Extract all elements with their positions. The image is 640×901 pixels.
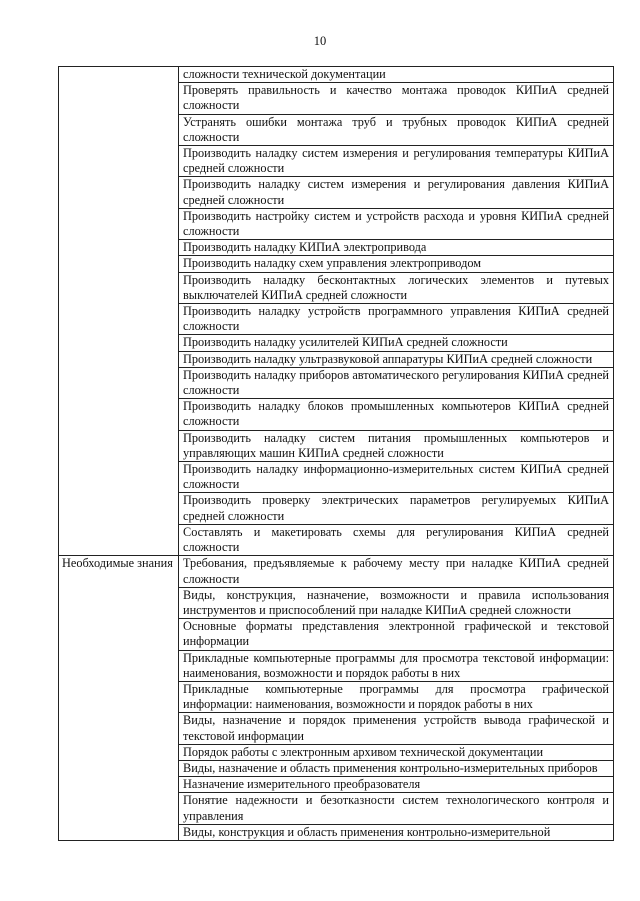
table-cell: Проверять правильность и качество монтажа проводок КИПиА средней сложности bbox=[179, 83, 614, 114]
table-row bbox=[59, 556, 614, 587]
table-cell: Производить наладку устройств программного управления КИПиА средней сложности bbox=[179, 304, 614, 335]
table-cell: Прикладные компьютерные программы для просмотра графической информации: наименования, возможности и порядок работы в них bbox=[179, 681, 614, 712]
table-cell: Понятие надежности и безотказности систем технологического контроля и управления bbox=[179, 793, 614, 824]
table-cell: Виды, назначение и порядок применения устройств вывода графической и текстовой информации bbox=[179, 713, 614, 744]
section-label: Необходимые знания bbox=[59, 556, 179, 841]
table-cell: Порядок работы с электронным архивом технической документации bbox=[179, 744, 614, 760]
table-cell: Производить настройку систем и устройств расхода и уровня КИПиА средней сложности bbox=[179, 208, 614, 239]
table-cell: Виды, назначение и область применения контрольно-измерительных приборов bbox=[179, 760, 614, 776]
page-number: 10 bbox=[313, 34, 327, 48]
table-cell: Назначение измерительного преобразователя bbox=[179, 777, 614, 793]
table-cell: Производить наладку блоков промышленных компьютеров КИПиА средней сложности bbox=[179, 399, 614, 430]
section-label bbox=[59, 67, 179, 556]
table-cell: Производить наладку бесконтактных логических элементов и путевых выключателей КИПиА средней сложности bbox=[179, 272, 614, 303]
table-cell: Устранять ошибки монтажа труб и трубных проводок КИПиА средней сложности bbox=[179, 114, 614, 145]
table-cell: Производить проверку электрических параметров регулируемых КИПиА средней сложности bbox=[179, 493, 614, 524]
table-cell: Производить наладку систем измерения и регулирования температуры КИПиА средней сложности bbox=[179, 146, 614, 177]
table-cell: Производить наладку информационно-измерительных систем КИПиА средней сложности bbox=[179, 462, 614, 493]
table-cell: Производить наладку КИПиА электропривода bbox=[179, 240, 614, 256]
table-cell: Виды, конструкция и область применения контрольно-измерительной bbox=[179, 824, 614, 840]
table-cell: Производить наладку приборов автоматического регулирования КИПиА средней сложности bbox=[179, 367, 614, 398]
table-cell: Виды, конструкция, назначение, возможности и правила использования инструментов и приспособлений при наладке КИПиА средней сложности bbox=[179, 587, 614, 618]
competency-table bbox=[58, 66, 614, 841]
table-row bbox=[59, 67, 614, 83]
table-cell: Производить наладку систем измерения и регулирования давления КИПиА средней сложности bbox=[179, 177, 614, 208]
table-cell: Требования, предъявляемые к рабочему месту при наладке КИПиА средней сложности bbox=[179, 556, 614, 587]
table-cell: Прикладные компьютерные программы для просмотра текстовой информации: наименования, возможности и порядок работы в них bbox=[179, 650, 614, 681]
table-cell: Основные форматы представления электронной графической и текстовой информации bbox=[179, 619, 614, 650]
table-cell: Производить наладку схем управления электроприводом bbox=[179, 256, 614, 272]
table-cell: сложности технической документации bbox=[179, 67, 614, 83]
table-cell: Производить наладку усилителей КИПиА средней сложности bbox=[179, 335, 614, 351]
table-cell: Составлять и макетировать схемы для регулирования КИПиА средней сложности bbox=[179, 524, 614, 555]
table-cell: Производить наладку ультразвуковой аппаратуры КИПиА средней сложности bbox=[179, 351, 614, 367]
table-cell: Производить наладку систем питания промышленных компьютеров и управляющих машин КИПиА средней сложности bbox=[179, 430, 614, 461]
